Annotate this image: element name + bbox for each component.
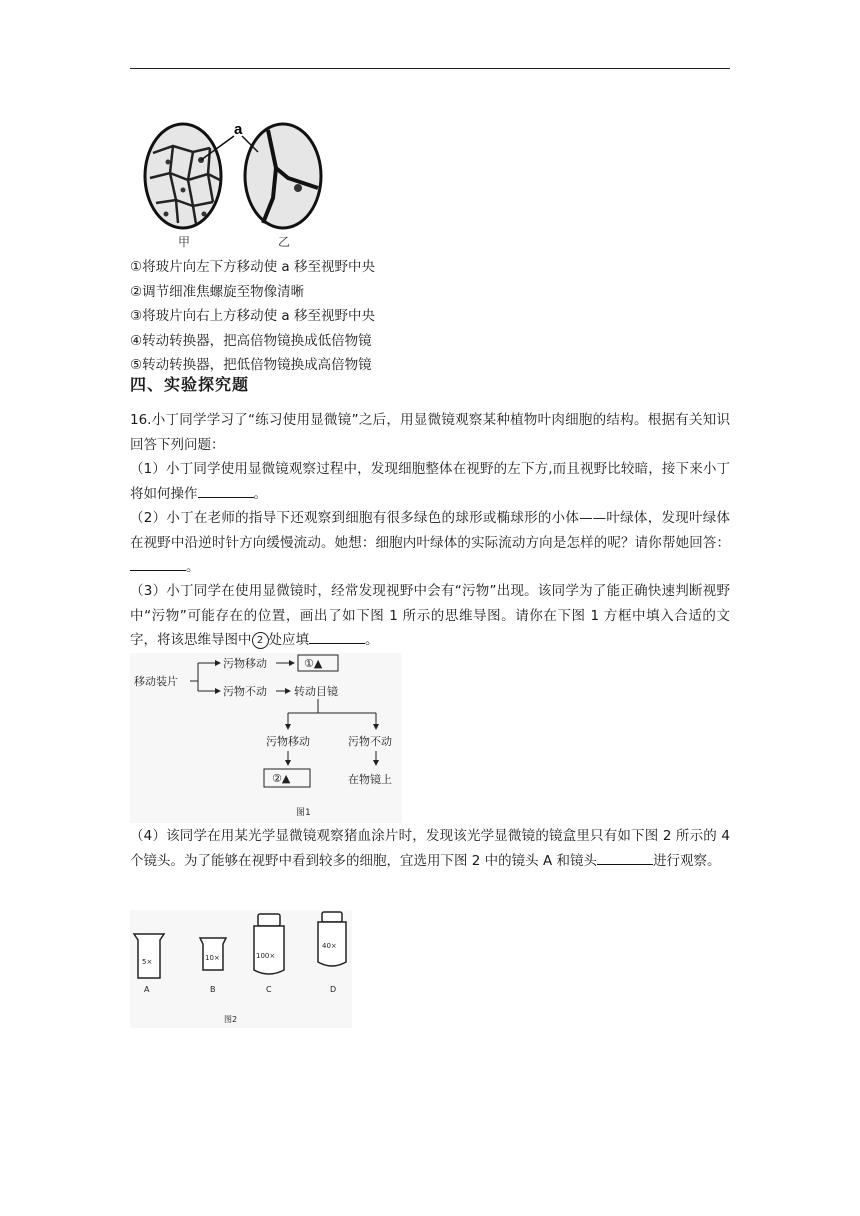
part3-mid: 处应填 bbox=[268, 632, 309, 648]
part4-text: （4）该同学在用某光学显微镜观察猪血涂片时，发现该光学显微镜的镜盒里只有如下图 2 所示的 4 个镜头。为了能够在视野中看到较多的细胞，宜选用下图 2 中的镜头 A 和镜头 bbox=[130, 828, 730, 869]
lens-d bbox=[318, 912, 346, 994]
lens-a bbox=[134, 934, 164, 994]
lens-a-letter: A bbox=[144, 985, 150, 994]
question-16-intro: 16.小丁同学学习了“练习使用显微镜”之后，用显微镜观察某种植物叶肉细胞的结构。根据有关知识回答下列问题： bbox=[130, 412, 730, 453]
option-list bbox=[130, 255, 730, 378]
lens-c-mag: 100× bbox=[256, 952, 276, 960]
option-item: ⑤转动转换器，把低倍物镜换成高倍物镜 bbox=[130, 357, 372, 373]
cell-jia bbox=[145, 124, 221, 228]
question-16-part3 bbox=[130, 579, 730, 653]
box2-label: ②▲ bbox=[272, 772, 291, 785]
part4-end: 进行观察。 bbox=[653, 852, 721, 869]
lens-c-letter: C bbox=[266, 985, 272, 994]
label-jia: 甲 bbox=[178, 235, 191, 249]
label-yi: 乙 bbox=[278, 235, 291, 249]
part3-text: （3）小丁同学在使用显微镜时，经常发现视野中会有“污物”出现。该同学为了能正确快速判断视野中“污物”可能存在的位置，画出了如下图 1 所示的思维导图。请你在下图 1 方框中填入合适的文字，将该思维导图中 bbox=[130, 583, 730, 648]
lens-c bbox=[254, 914, 284, 994]
node-dirt-not-moving: 污物不动 bbox=[223, 685, 267, 698]
cell-figure bbox=[138, 118, 328, 250]
question-16-part2 bbox=[130, 506, 730, 580]
option-item: ③将玻片向右上方移动使 a 移至视野中央 bbox=[130, 308, 375, 324]
lens-figure bbox=[130, 910, 352, 1028]
node-dirt-moving-2: 污物移动 bbox=[266, 735, 310, 748]
section-title: 四、实验探究题 bbox=[130, 375, 250, 394]
part2-end: 。 bbox=[186, 559, 200, 575]
part2-text: （2）小丁在老师的指导下还观察到细胞有很多绿色的球形或椭球形的小体——叶绿体，发现叶绿体在视野中沿逆时针方向缓慢流动。她想：细胞内叶绿体的实际流动方向是怎样的呢？请你帮她回答： bbox=[130, 510, 730, 551]
option-item: ①将玻片向左下方移动使 a 移至视野中央 bbox=[130, 259, 375, 275]
option-item: ④转动转换器，把高倍物镜换成低倍物镜 bbox=[130, 332, 372, 349]
answer-blank[interactable] bbox=[198, 483, 254, 498]
lens-a-mag: 5× bbox=[142, 958, 153, 966]
part1-text: （1）小丁同学使用显微镜观察过程中，发现细胞整体在视野的左下方,而且视野比较暗，接下来小丁将如何操作 bbox=[130, 461, 730, 502]
lens-b-mag: 10× bbox=[205, 954, 220, 962]
lens-b bbox=[200, 938, 226, 994]
cell-yi bbox=[245, 124, 321, 228]
node-dirt-moving: 污物移动 bbox=[223, 657, 267, 670]
label-a: a bbox=[234, 121, 243, 138]
node-on-objective: 在物镜上 bbox=[348, 773, 392, 786]
figure2-caption: 图2 bbox=[224, 1015, 238, 1024]
answer-blank[interactable] bbox=[309, 629, 365, 644]
part1-end: 。 bbox=[253, 485, 267, 502]
figure1-caption: 图1 bbox=[296, 808, 311, 818]
box1-label: ①▲ bbox=[304, 657, 323, 670]
answer-blank[interactable] bbox=[130, 556, 186, 571]
lens-b-letter: B bbox=[210, 985, 216, 994]
mind-map-figure bbox=[130, 653, 402, 823]
node-move-slide: 移动装片 bbox=[134, 675, 178, 688]
lens-d-letter: D bbox=[330, 985, 337, 994]
lens-d-mag: 40× bbox=[322, 942, 337, 950]
question-16-part4 bbox=[130, 824, 730, 873]
node-rotate-eyepiece: 转动目镜 bbox=[294, 685, 338, 698]
answer-blank[interactable] bbox=[597, 850, 653, 865]
node-dirt-not-moving-2: 污物不动 bbox=[348, 735, 392, 748]
header-rule bbox=[130, 68, 730, 69]
question-16-part1 bbox=[130, 457, 730, 506]
option-item: ②调节细准焦螺旋至物像清晰 bbox=[130, 283, 305, 300]
part3-end: 。 bbox=[365, 632, 379, 648]
circled-number: 2 bbox=[252, 632, 269, 649]
